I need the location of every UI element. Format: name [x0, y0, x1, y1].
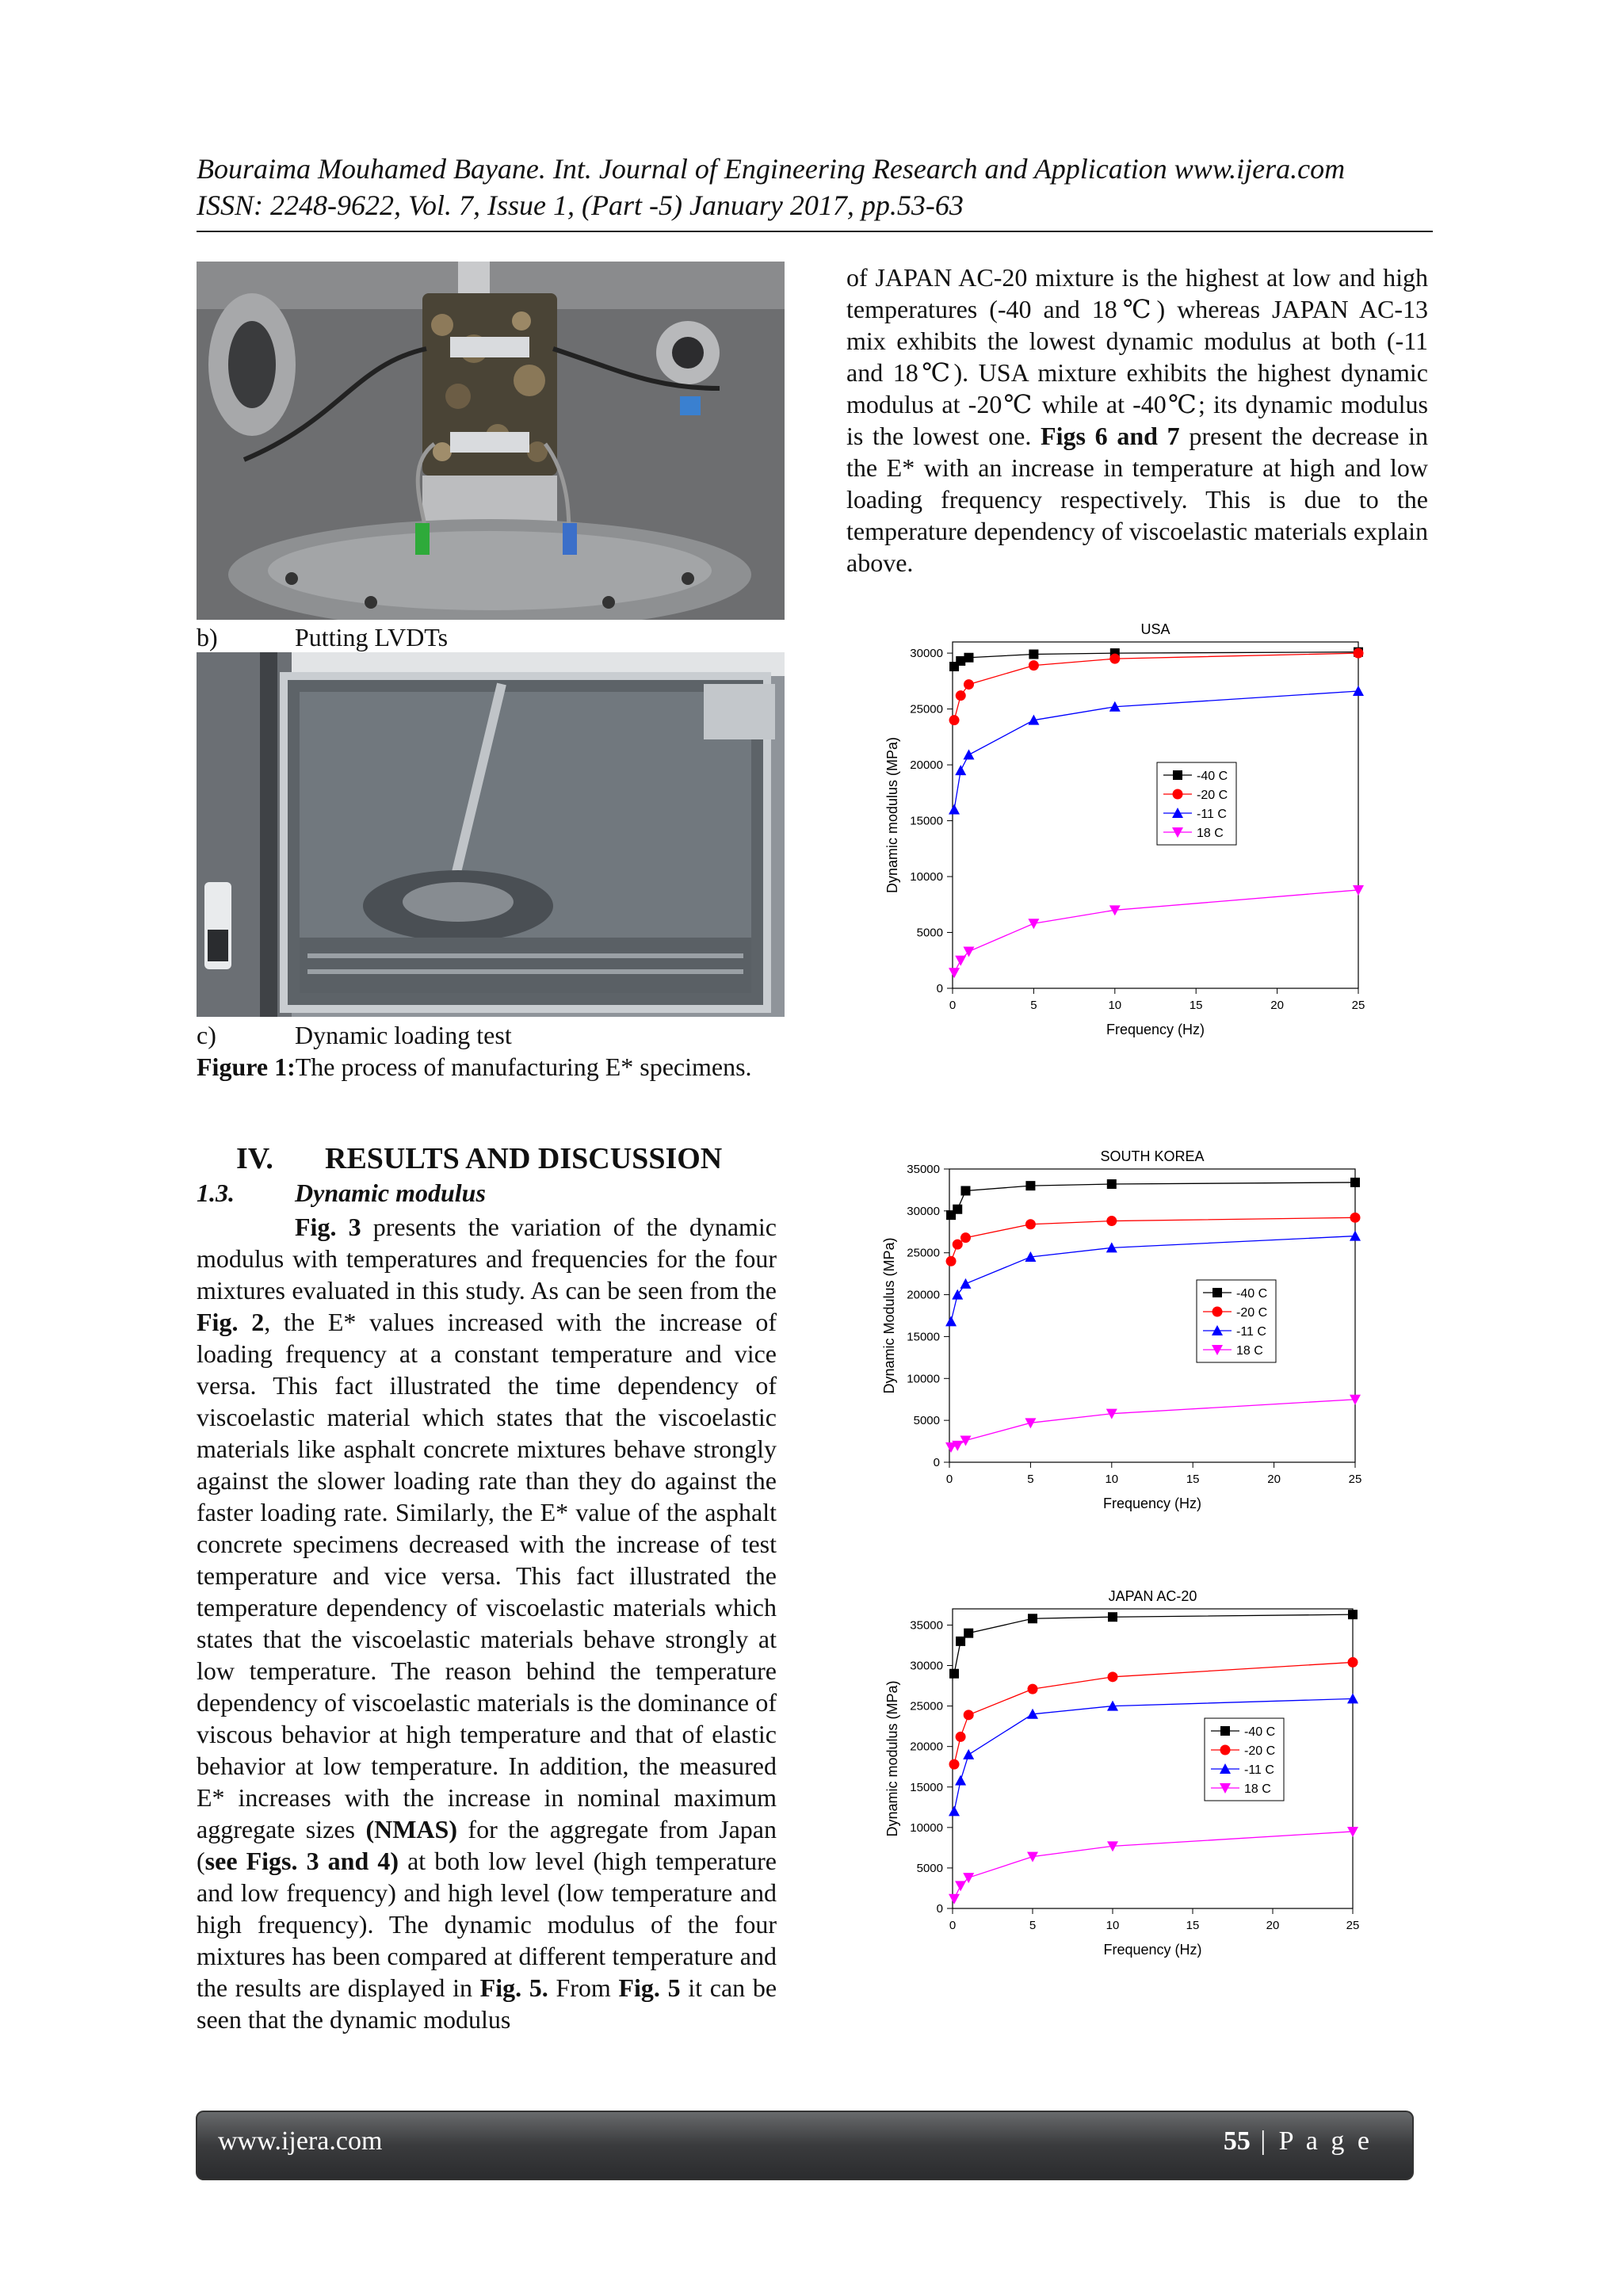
x-tick-label: 0 [949, 999, 957, 1012]
data-point [949, 804, 960, 814]
section-heading [236, 1141, 722, 1176]
data-point [949, 1759, 960, 1770]
paragraph-comparison [846, 262, 1428, 579]
y-tick-label: 35000 [910, 1618, 943, 1633]
data-point [964, 1710, 974, 1720]
data-point [956, 656, 965, 666]
caption-c-text: Dynamic loading test [295, 1021, 512, 1049]
caption-b-text: Putting LVDTs [295, 623, 449, 651]
series-line [951, 1400, 1355, 1447]
y-tick-label: 0 [936, 1902, 943, 1916]
data-point [1350, 1178, 1360, 1187]
section-number: IV. [236, 1142, 273, 1175]
chart-title: SOUTH KOREA [1100, 1148, 1205, 1164]
photo-dynamic-loading-test [197, 652, 785, 1017]
data-point [949, 1894, 960, 1904]
series-line [954, 653, 1358, 720]
x-axis-label: Frequency (Hz) [1106, 1022, 1205, 1037]
legend-label: -40 C [1197, 770, 1228, 783]
data-point [956, 690, 966, 701]
text-run: present the decrease in the E* with an increase in temperature at high and low loading frequency respectively. This is due to the temperature dependency of viscoelastic materials explain above. [846, 422, 1429, 577]
text-run: of JAPAN AC-20 mixture is the highest at low and high temperatures (-40 and 18℃) whereas JAPAN AC-13 mix exhibits the lowest dynamic modulus at both (-11 and 18℃). USA mixture exhibits the highest dynamic modulus at -20℃ while at -40℃; its dynamic modulus is the lowest one. [846, 263, 1428, 450]
subsection-heading [197, 1179, 486, 1208]
data-point [949, 1669, 959, 1679]
photo-putting-lvdts [197, 262, 785, 620]
footer-page [1224, 2126, 1373, 2157]
data-point [955, 1881, 966, 1891]
y-tick-label: 0 [936, 982, 943, 995]
y-tick-label: 35000 [907, 1163, 940, 1176]
legend-label: -20 C [1197, 789, 1228, 802]
data-point [960, 1232, 971, 1243]
y-axis-label: Dynamic modulus (MPa) [884, 1680, 900, 1837]
data-point [955, 1775, 966, 1786]
caption-c [197, 1019, 785, 1051]
page-separator: | [1250, 2126, 1279, 2156]
left-column-text [197, 1211, 777, 2035]
series-line [954, 691, 1358, 809]
text-run: , the E* values increased with the increase of loading frequency at a constant temperature and vice versa. This fact illustrated the time dependency of viscoelastic material which states that the viscoelastic materials like asphalt concrete mixtures behave strongly against the slower loading rate than they do against the faster loading rate. Similarly, the E* value of the asphalt concrete specimens decreased with the increase of test temperature and vice versa. This fact illustrated the temperature dependency of viscoelastic materials which states that the viscoelastic materials behave strongly at low temperature. The reason behind the temperature dependency of viscoelastic materials is the dominance of viscous behavior at high temperature and that of elastic behavior at low temperature. In addition, the measured E* increases with the increase in nominal maximum aggregate sizes [197, 1308, 777, 1843]
legend-label: -20 C [1236, 1306, 1268, 1320]
data-point [964, 653, 973, 663]
y-tick-label: 15000 [910, 1780, 943, 1794]
header-rule [197, 231, 1433, 232]
data-point [1354, 648, 1364, 659]
data-point [963, 749, 974, 759]
y-tick-label: 15000 [910, 814, 943, 828]
data-point [946, 1256, 957, 1266]
data-point [1025, 1181, 1035, 1190]
data-point [1350, 1231, 1361, 1241]
x-axis-label: Frequency (Hz) [1102, 1496, 1202, 1511]
legend-label: 18 C [1197, 827, 1224, 840]
page-footer [196, 2111, 1414, 2180]
data-point [1029, 660, 1039, 670]
x-tick-label: 10 [1108, 999, 1122, 1012]
x-tick-label: 5 [1027, 1473, 1034, 1486]
data-point [1107, 1179, 1117, 1189]
series-line [951, 1236, 1355, 1322]
subsection-title: Dynamic modulus [295, 1179, 486, 1207]
section-title: RESULTS AND DISCUSSION [325, 1142, 723, 1175]
chart-south-korea-svg [880, 1141, 1379, 1530]
y-tick-label: 20000 [907, 1288, 940, 1302]
chart-usa-svg [880, 618, 1379, 1062]
data-point [1348, 1657, 1358, 1668]
y-tick-label: 5000 [916, 1861, 943, 1875]
y-tick-label: 25000 [910, 702, 943, 716]
x-tick-label: 25 [1346, 1919, 1360, 1932]
x-tick-label: 10 [1105, 1473, 1119, 1486]
fig-ref: Fig. 5 [618, 1973, 681, 2002]
x-tick-label: 15 [1186, 1473, 1200, 1486]
data-point [955, 956, 966, 966]
caption-b [197, 621, 785, 653]
page-label: P a g e [1278, 2126, 1373, 2156]
data-point [1108, 1671, 1118, 1682]
chart-usa [880, 618, 1379, 1066]
series-line [954, 1614, 1353, 1674]
footer-site: www.ijera.com [218, 2126, 383, 2156]
x-tick-label: 0 [949, 1919, 957, 1932]
legend-label: -40 C [1244, 1725, 1276, 1739]
y-tick-label: 10000 [907, 1372, 940, 1386]
fig-ref: Figs 6 and 7 [1041, 422, 1180, 450]
running-header [197, 151, 1433, 223]
data-point [960, 1278, 971, 1289]
paragraph-dynamic-modulus [197, 1211, 777, 2035]
data-point [949, 1805, 960, 1816]
nmas-ref: (NMAS) [365, 1815, 457, 1843]
x-tick-label: 20 [1266, 1919, 1280, 1932]
y-tick-label: 20000 [910, 1740, 943, 1754]
x-tick-label: 10 [1106, 1919, 1120, 1932]
data-point [945, 1316, 957, 1326]
data-point [1025, 1418, 1036, 1428]
plot-frame [949, 1169, 1355, 1462]
chart-title: USA [1140, 621, 1170, 637]
legend-marker [1173, 770, 1182, 780]
y-tick-label: 5000 [916, 926, 943, 940]
x-tick-label: 5 [1029, 1919, 1037, 1932]
chart-south-korea [880, 1141, 1379, 1534]
series-line [954, 1662, 1353, 1764]
series-line [954, 890, 1358, 972]
y-tick-label: 30000 [907, 1204, 940, 1218]
legend-label: -20 C [1244, 1744, 1276, 1758]
data-point [952, 1289, 963, 1300]
figure1-caption-prefix: Figure 1: [197, 1052, 296, 1081]
legend-marker [1220, 1745, 1231, 1755]
caption-b-label: b) [197, 623, 218, 651]
data-point [953, 1240, 963, 1250]
y-tick-label: 0 [933, 1456, 940, 1469]
subsection-number: 1.3. [197, 1179, 235, 1207]
series-line [954, 1698, 1353, 1811]
data-point [949, 715, 960, 725]
y-tick-label: 25000 [907, 1246, 940, 1260]
data-point [960, 1186, 970, 1195]
x-tick-label: 20 [1267, 1473, 1281, 1486]
data-point [1353, 686, 1364, 696]
data-point [949, 968, 960, 978]
text-run: for the aggregate from Japan ( [197, 1815, 777, 1875]
figure1-caption [197, 1051, 785, 1083]
legend-label: 18 C [1244, 1782, 1271, 1796]
y-tick-label: 15000 [907, 1330, 940, 1344]
y-axis-label: Dynamic modulus (MPa) [884, 736, 900, 894]
x-axis-label: Frequency (Hz) [1103, 1942, 1202, 1958]
chart-japan-ac20-svg [880, 1581, 1379, 2001]
y-tick-label: 30000 [910, 1659, 943, 1673]
text-run: From [548, 1973, 619, 2002]
legend-label: -11 C [1244, 1763, 1274, 1777]
legend-label: -40 C [1236, 1287, 1268, 1301]
plot-frame [953, 642, 1358, 988]
y-tick-label: 10000 [910, 870, 943, 884]
legend-marker [1212, 1288, 1222, 1297]
data-point [1028, 1614, 1037, 1623]
fig-ref: Fig. 2 [197, 1308, 265, 1336]
caption-c-label: c) [197, 1021, 216, 1049]
legend-marker [1173, 789, 1183, 800]
x-tick-label: 15 [1186, 1919, 1200, 1932]
y-tick-label: 5000 [913, 1414, 940, 1428]
data-point [955, 765, 966, 775]
data-point [1025, 1219, 1036, 1229]
text-run: it can be seen that the dynamic modulus [197, 1973, 777, 2034]
legend-label: -11 C [1236, 1325, 1266, 1339]
y-tick-label: 10000 [910, 1820, 943, 1835]
fig-ref: see Figs. 3 and 4) [204, 1847, 399, 1875]
header-line-2: ISSN: 2248-9622, Vol. 7, Issue 1, (Part -5) January 2017, pp.53-63 [197, 189, 964, 221]
text-run: presents the variation of the dynamic modulus with temperatures and frequencies for the four mixtures evaluated in this study. As can be seen from the [197, 1213, 777, 1305]
header-line-1: Bouraima Mouhamed Bayane. Int. Journal of Engineering Research and Application www.ijera.com [197, 153, 1346, 185]
data-point [964, 1629, 973, 1638]
fig-ref: Fig. 5. [479, 1973, 548, 2002]
chart-japan-ac20 [880, 1581, 1379, 2005]
y-axis-label: Dynamic Modulus (MPa) [881, 1237, 897, 1394]
legend-label: 18 C [1236, 1344, 1263, 1358]
figure1-caption-text: The process of manufacturing E* specimens. [295, 1052, 752, 1081]
legend-label: -11 C [1197, 808, 1227, 821]
y-tick-label: 20000 [910, 758, 943, 773]
series-line [951, 1182, 1355, 1215]
data-point [956, 1637, 965, 1646]
series-line [954, 1832, 1353, 1899]
x-tick-label: 20 [1270, 999, 1284, 1012]
fig-ref: Fig. 3 [295, 1213, 361, 1241]
y-tick-label: 25000 [910, 1699, 943, 1713]
x-tick-label: 25 [1348, 1473, 1362, 1486]
legend-marker [1220, 1726, 1230, 1736]
data-point [1350, 1213, 1361, 1223]
right-column-text [846, 262, 1428, 579]
data-point [1348, 1610, 1358, 1619]
data-point [1028, 1684, 1038, 1694]
x-tick-label: 15 [1189, 999, 1203, 1012]
data-point [953, 1205, 962, 1214]
chart-title: JAPAN AC-20 [1108, 1588, 1197, 1604]
x-tick-label: 5 [1030, 999, 1037, 1012]
page-number: 55 [1223, 2126, 1251, 2156]
data-point [1108, 1612, 1117, 1622]
data-point [1029, 650, 1038, 659]
x-tick-label: 0 [945, 1473, 953, 1486]
data-point [956, 1732, 966, 1742]
legend-marker [1212, 1307, 1223, 1317]
data-point [1106, 1216, 1117, 1226]
data-point [963, 1749, 974, 1759]
data-point [964, 679, 974, 690]
x-tick-label: 25 [1351, 999, 1365, 1012]
data-point [1028, 919, 1039, 929]
data-point [1109, 654, 1120, 664]
text-run: at both low level (high temperature and low frequency) and high level (low temperature and high frequency). The dynamic modulus of the four mixtures has been compared at different temperature and the results are displayed in [197, 1847, 777, 2002]
data-point [1027, 1852, 1038, 1862]
y-tick-label: 30000 [910, 647, 943, 661]
